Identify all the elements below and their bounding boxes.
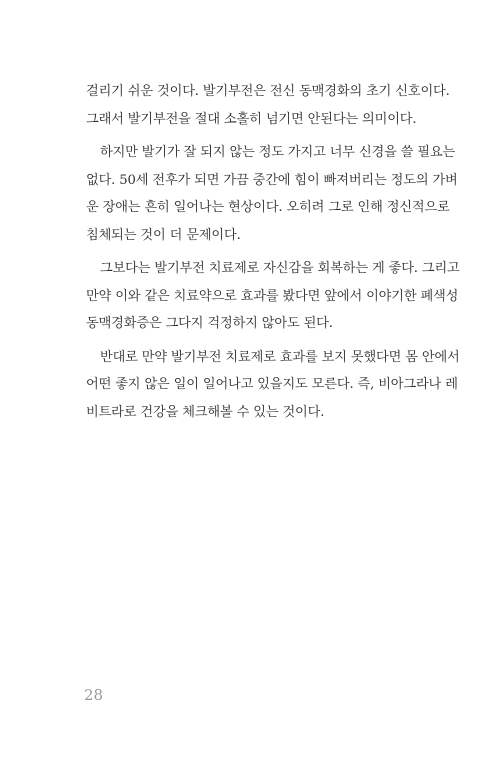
paragraph-3 xyxy=(86,255,460,338)
text-line: 그래서 발기부전을 절대 소홀히 넘기면 안된다는 의미이다. xyxy=(86,111,417,127)
text-line: 없다. 50세 전후가 되면 가끔 중간에 힘이 빠져버리는 정도의 가벼 xyxy=(86,172,458,188)
text-line: 만약 이와 같은 치료약으로 효과를 봤다면 앞에서 이야기한 폐색성 xyxy=(86,288,459,304)
text-line: 반대로 만약 발기부전 치료제로 효과를 보지 못했다면 몸 안에서 xyxy=(100,349,460,365)
text-line: 비트라로 건강을 체크해볼 수 있는 것이다. xyxy=(86,404,325,420)
text-line: 하지만 발기가 잘 되지 않는 정도 가지고 너무 신경을 쓸 필요는 xyxy=(100,145,456,160)
paragraph-2 xyxy=(86,139,458,249)
body-text xyxy=(86,78,460,432)
paragraph-1 xyxy=(86,78,450,133)
text-line: 운 장애는 흔히 일어나는 현상이다. 오히려 그로 인해 정신적으로 xyxy=(86,200,450,215)
text-line: 동맥경화증은 그다지 걱정하지 않아도 된다. xyxy=(86,316,333,331)
text-line: 그보다는 발기부전 치료제로 자신감을 회복하는 게 좋다. 그리고 xyxy=(100,261,460,276)
text-line: 어떤 좋지 않은 일이 일어나고 있을지도 모른다. 즉, 비아그라나 레 xyxy=(86,377,458,392)
text-line: 침체되는 것이 더 문제이다. xyxy=(86,227,241,243)
text-line: 걸리기 쉬운 것이다. 발기부전은 전신 동맥경화의 초기 신호이다. xyxy=(86,84,450,99)
paragraph-4 xyxy=(86,344,460,427)
page-number: 28 xyxy=(84,686,104,704)
